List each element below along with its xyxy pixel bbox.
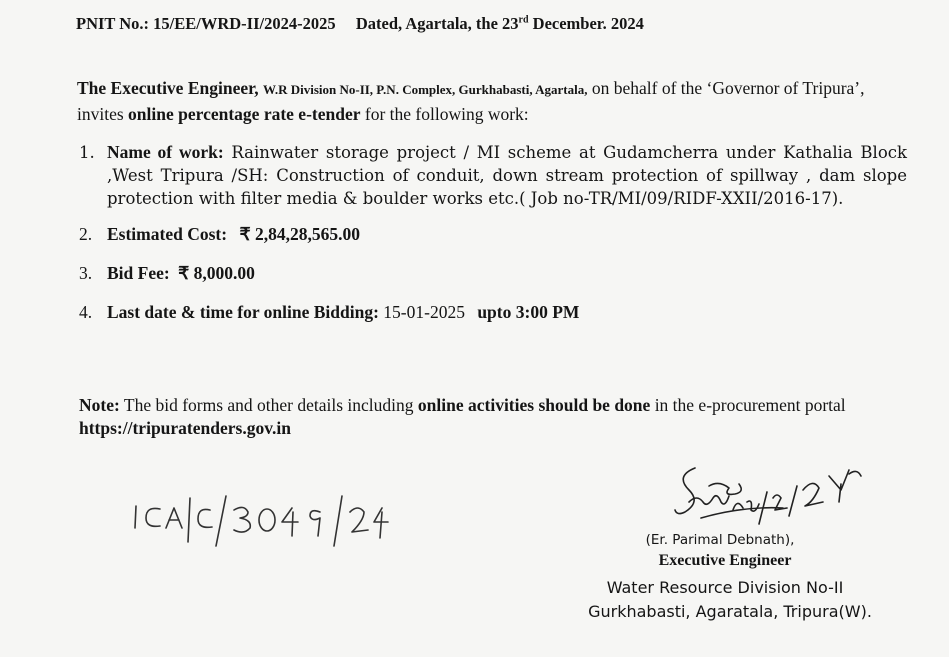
note-text: The bid forms and other details including — [123, 395, 414, 415]
item-number: 4. — [79, 302, 93, 322]
item-number: 1. — [79, 143, 95, 162]
pnit-header — [76, 14, 644, 34]
item-label: Last date & time for online Bidding: — [107, 302, 379, 322]
list-item — [77, 263, 907, 284]
dated-text: Dated, Agartala, the 23 — [355, 14, 519, 33]
signatory-location: Gurkhabasti, Agaratala, Tripura(W). — [588, 602, 872, 621]
item-value: ₹ 2,84,28,565.00 — [239, 224, 360, 244]
intro-tender-type: online percentage rate e-tender — [128, 104, 361, 124]
item-value: ₹ 8,000.00 — [178, 263, 255, 283]
note-text-2: in the e-procurement portal — [654, 395, 846, 415]
handwritten-reference-number — [130, 490, 390, 550]
signatory-designation: Executive Engineer — [658, 552, 792, 569]
signatory-name: (Er. Parimal Debnath), — [645, 532, 795, 548]
item-value: Rainwater storage project / MI scheme at Gudamcherra under Kathalia Block ,West Tripura /SH: Construction of conduit, down stream protection of spillway , dam slope protection with filter media & boulder works etc.( Job no-TR/MI/09/RIDF-XXII/2016-17). — [107, 143, 908, 208]
item-value: 15-01-2025 — [383, 302, 465, 322]
intro-lead: The Executive Engineer, — [77, 78, 259, 98]
note-label: Note: — [79, 395, 120, 415]
item-label: Estimated Cost: — [107, 224, 228, 244]
pnit-number: PNIT No.: 15/EE/WRD-II/2024-2025 — [76, 14, 336, 33]
intro-paragraph — [77, 76, 907, 126]
intro-mid: on behalf of the ‘Governor of Tripura’, invites — [77, 78, 865, 124]
note-emphasis: online activities should be done — [417, 395, 651, 415]
intro-tail: for the following work: — [364, 104, 529, 124]
work-list — [77, 141, 907, 323]
item-label: Name of work: — [107, 142, 224, 162]
portal-url: https://tripuratenders.gov.in — [79, 418, 291, 438]
signatory-division: Water Resource Division No-II — [606, 578, 844, 597]
note-paragraph — [79, 394, 894, 440]
list-item — [77, 224, 907, 245]
signature-image — [673, 462, 863, 532]
list-item — [77, 141, 907, 210]
intro-office: W.R Division No-II, P.N. Complex, Gurkhabasti, Agartala, — [263, 82, 588, 97]
item-number: 3. — [79, 263, 93, 283]
item-value-time: upto 3:00 PM — [477, 302, 580, 322]
dated-month-year: December. 2024 — [532, 14, 644, 33]
dated-superscript: rd — [518, 14, 529, 26]
list-item — [77, 302, 907, 323]
item-label: Bid Fee: — [107, 263, 170, 283]
item-number: 2. — [79, 224, 93, 244]
